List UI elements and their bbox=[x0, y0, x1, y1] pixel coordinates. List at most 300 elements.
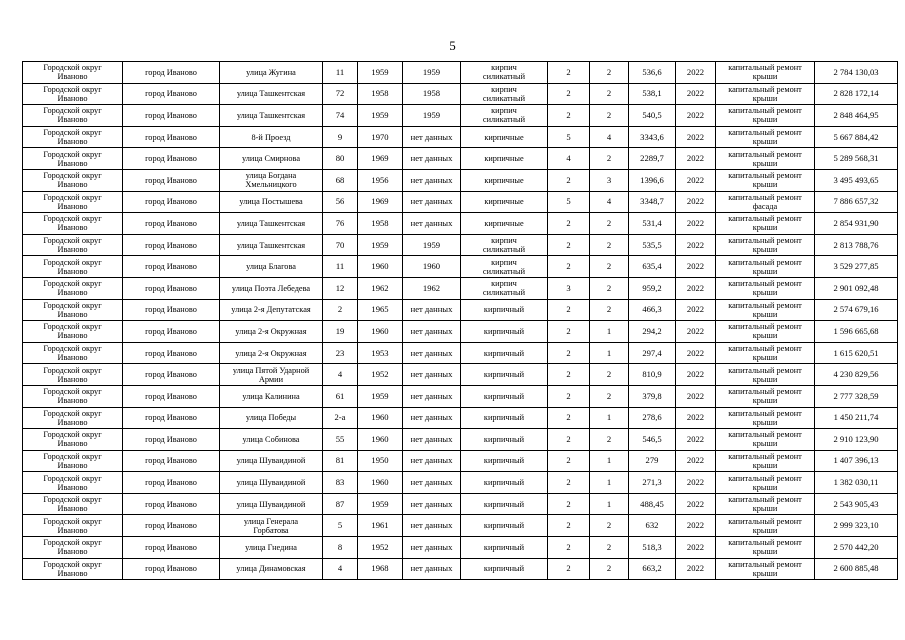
repair-year-cell: 2022 bbox=[676, 321, 716, 343]
entrances-cell: 2 bbox=[590, 537, 629, 559]
wall-material-cell: кирпичный bbox=[461, 321, 548, 343]
settlement-cell: город Иваново bbox=[123, 429, 220, 451]
settlement-cell: город Иваново bbox=[123, 385, 220, 407]
work-type-cell: капитальный ремонт крыши bbox=[716, 450, 815, 472]
cost-cell: 4 230 829,56 bbox=[815, 364, 898, 386]
wall-material-cell: кирпич силикатный bbox=[461, 277, 548, 299]
build-year-cell: 1960 bbox=[358, 256, 403, 278]
table-row bbox=[23, 277, 898, 299]
municipality-cell: Городской округ Иваново bbox=[23, 126, 123, 148]
build-year-cell: 1960 bbox=[358, 429, 403, 451]
repair-year-cell: 2022 bbox=[676, 105, 716, 127]
municipality-cell: Городской округ Иваново bbox=[23, 321, 123, 343]
table-row bbox=[23, 299, 898, 321]
commission-year-cell: нет данных bbox=[403, 213, 461, 235]
build-year-cell: 1965 bbox=[358, 299, 403, 321]
area-cell: 1396,6 bbox=[629, 169, 676, 191]
floors-cell: 2 bbox=[548, 450, 590, 472]
build-year-cell: 1960 bbox=[358, 407, 403, 429]
street-cell: улица 2-я Окружная bbox=[220, 342, 323, 364]
build-year-cell: 1969 bbox=[358, 191, 403, 213]
house-number-cell: 56 bbox=[323, 191, 358, 213]
table-row bbox=[23, 515, 898, 537]
municipality-cell: Городской округ Иваново bbox=[23, 472, 123, 494]
house-number-cell: 11 bbox=[323, 62, 358, 84]
settlement-cell: город Иваново bbox=[123, 558, 220, 580]
work-type-cell: капитальный ремонт фасада bbox=[716, 191, 815, 213]
commission-year-cell: 1959 bbox=[403, 234, 461, 256]
house-number-cell: 23 bbox=[323, 342, 358, 364]
cost-cell: 3 495 493,65 bbox=[815, 169, 898, 191]
floors-cell: 2 bbox=[548, 105, 590, 127]
repair-year-cell: 2022 bbox=[676, 277, 716, 299]
commission-year-cell: нет данных bbox=[403, 558, 461, 580]
commission-year-cell: нет данных bbox=[403, 537, 461, 559]
repair-year-cell: 2022 bbox=[676, 342, 716, 364]
entrances-cell: 3 bbox=[590, 169, 629, 191]
house-number-cell: 2 bbox=[323, 299, 358, 321]
area-cell: 278,6 bbox=[629, 407, 676, 429]
municipality-cell: Городской округ Иваново bbox=[23, 105, 123, 127]
build-year-cell: 1968 bbox=[358, 558, 403, 580]
commission-year-cell: нет данных bbox=[403, 191, 461, 213]
cost-cell: 7 886 657,32 bbox=[815, 191, 898, 213]
entrances-cell: 2 bbox=[590, 515, 629, 537]
entrances-cell: 2 bbox=[590, 105, 629, 127]
house-number-cell: 72 bbox=[323, 83, 358, 105]
municipality-cell: Городской округ Иваново bbox=[23, 385, 123, 407]
floors-cell: 2 bbox=[548, 407, 590, 429]
commission-year-cell: нет данных bbox=[403, 148, 461, 170]
commission-year-cell: нет данных bbox=[403, 169, 461, 191]
entrances-cell: 2 bbox=[590, 256, 629, 278]
entrances-cell: 2 bbox=[590, 364, 629, 386]
street-cell: улица Победы bbox=[220, 407, 323, 429]
house-number-cell: 87 bbox=[323, 493, 358, 515]
house-number-cell: 19 bbox=[323, 321, 358, 343]
entrances-cell: 1 bbox=[590, 472, 629, 494]
settlement-cell: город Иваново bbox=[123, 126, 220, 148]
work-type-cell: капитальный ремонт крыши bbox=[716, 493, 815, 515]
floors-cell: 2 bbox=[548, 234, 590, 256]
commission-year-cell: нет данных bbox=[403, 472, 461, 494]
floors-cell: 2 bbox=[548, 364, 590, 386]
street-cell: улица Шуваидиной bbox=[220, 472, 323, 494]
house-number-cell: 68 bbox=[323, 169, 358, 191]
wall-material-cell: кирпич силикатный bbox=[461, 83, 548, 105]
work-type-cell: капитальный ремонт крыши bbox=[716, 364, 815, 386]
table-row bbox=[23, 256, 898, 278]
municipality-cell: Городской округ Иваново bbox=[23, 191, 123, 213]
table-body bbox=[23, 62, 898, 580]
settlement-cell: город Иваново bbox=[123, 493, 220, 515]
settlement-cell: город Иваново bbox=[123, 537, 220, 559]
commission-year-cell: нет данных bbox=[403, 450, 461, 472]
table-row bbox=[23, 62, 898, 84]
cost-cell: 2 910 123,90 bbox=[815, 429, 898, 451]
table-row bbox=[23, 105, 898, 127]
wall-material-cell: кирпич силикатный bbox=[461, 105, 548, 127]
build-year-cell: 1952 bbox=[358, 364, 403, 386]
wall-material-cell: кирпичный bbox=[461, 493, 548, 515]
commission-year-cell: 1959 bbox=[403, 105, 461, 127]
cost-cell: 2 854 931,90 bbox=[815, 213, 898, 235]
build-year-cell: 1953 bbox=[358, 342, 403, 364]
wall-material-cell: кирпичные bbox=[461, 169, 548, 191]
entrances-cell: 1 bbox=[590, 493, 629, 515]
build-year-cell: 1970 bbox=[358, 126, 403, 148]
table-row bbox=[23, 321, 898, 343]
work-type-cell: капитальный ремонт крыши bbox=[716, 62, 815, 84]
street-cell: улица Ташкентская bbox=[220, 105, 323, 127]
floors-cell: 2 bbox=[548, 83, 590, 105]
cost-cell: 2 828 172,14 bbox=[815, 83, 898, 105]
municipality-cell: Городской округ Иваново bbox=[23, 450, 123, 472]
table-row bbox=[23, 429, 898, 451]
work-type-cell: капитальный ремонт крыши bbox=[716, 83, 815, 105]
work-type-cell: капитальный ремонт крыши bbox=[716, 385, 815, 407]
build-year-cell: 1959 bbox=[358, 493, 403, 515]
street-cell: улица Смирнова bbox=[220, 148, 323, 170]
area-cell: 536,6 bbox=[629, 62, 676, 84]
repair-year-cell: 2022 bbox=[676, 126, 716, 148]
repair-year-cell: 2022 bbox=[676, 148, 716, 170]
floors-cell: 2 bbox=[548, 385, 590, 407]
repair-year-cell: 2022 bbox=[676, 256, 716, 278]
street-cell: улица 2-я Окружная bbox=[220, 321, 323, 343]
cost-cell: 1 596 665,68 bbox=[815, 321, 898, 343]
floors-cell: 2 bbox=[548, 321, 590, 343]
repair-year-cell: 2022 bbox=[676, 558, 716, 580]
floors-cell: 2 bbox=[548, 493, 590, 515]
house-number-cell: 61 bbox=[323, 385, 358, 407]
commission-year-cell: нет данных bbox=[403, 364, 461, 386]
municipality-cell: Городской округ Иваново bbox=[23, 83, 123, 105]
house-number-cell: 2-а bbox=[323, 407, 358, 429]
table-row bbox=[23, 83, 898, 105]
table-row bbox=[23, 169, 898, 191]
commission-year-cell: 1960 bbox=[403, 256, 461, 278]
area-cell: 546,5 bbox=[629, 429, 676, 451]
street-cell: улица Калинина bbox=[220, 385, 323, 407]
settlement-cell: город Иваново bbox=[123, 321, 220, 343]
municipality-cell: Городской округ Иваново bbox=[23, 169, 123, 191]
build-year-cell: 1959 bbox=[358, 105, 403, 127]
build-year-cell: 1956 bbox=[358, 169, 403, 191]
street-cell: улица Ташкентская bbox=[220, 83, 323, 105]
street-cell: улица Богдана Хмельницкого bbox=[220, 169, 323, 191]
cost-cell: 2 543 905,43 bbox=[815, 493, 898, 515]
entrances-cell: 1 bbox=[590, 407, 629, 429]
wall-material-cell: кирпич силикатный bbox=[461, 256, 548, 278]
settlement-cell: город Иваново bbox=[123, 105, 220, 127]
table-row bbox=[23, 493, 898, 515]
area-cell: 279 bbox=[629, 450, 676, 472]
repair-year-cell: 2022 bbox=[676, 450, 716, 472]
wall-material-cell: кирпичный bbox=[461, 537, 548, 559]
municipality-cell: Городской округ Иваново bbox=[23, 342, 123, 364]
cost-cell: 2 784 130,03 bbox=[815, 62, 898, 84]
area-cell: 632 bbox=[629, 515, 676, 537]
settlement-cell: город Иваново bbox=[123, 472, 220, 494]
settlement-cell: город Иваново bbox=[123, 148, 220, 170]
entrances-cell: 2 bbox=[590, 83, 629, 105]
entrances-cell: 4 bbox=[590, 191, 629, 213]
settlement-cell: город Иваново bbox=[123, 256, 220, 278]
repair-year-cell: 2022 bbox=[676, 213, 716, 235]
house-number-cell: 76 bbox=[323, 213, 358, 235]
work-type-cell: капитальный ремонт крыши bbox=[716, 148, 815, 170]
settlement-cell: город Иваново bbox=[123, 450, 220, 472]
house-number-cell: 8 bbox=[323, 537, 358, 559]
entrances-cell: 2 bbox=[590, 234, 629, 256]
floors-cell: 2 bbox=[548, 299, 590, 321]
settlement-cell: город Иваново bbox=[123, 62, 220, 84]
wall-material-cell: кирпичный bbox=[461, 558, 548, 580]
repair-year-cell: 2022 bbox=[676, 191, 716, 213]
build-year-cell: 1950 bbox=[358, 450, 403, 472]
table-row bbox=[23, 213, 898, 235]
entrances-cell: 4 bbox=[590, 126, 629, 148]
repair-year-cell: 2022 bbox=[676, 429, 716, 451]
repair-year-cell: 2022 bbox=[676, 364, 716, 386]
settlement-cell: город Иваново bbox=[123, 83, 220, 105]
area-cell: 959,2 bbox=[629, 277, 676, 299]
floors-cell: 5 bbox=[548, 191, 590, 213]
municipality-cell: Городской округ Иваново bbox=[23, 213, 123, 235]
floors-cell: 2 bbox=[548, 515, 590, 537]
house-number-cell: 4 bbox=[323, 558, 358, 580]
floors-cell: 2 bbox=[548, 213, 590, 235]
repair-year-cell: 2022 bbox=[676, 169, 716, 191]
build-year-cell: 1958 bbox=[358, 213, 403, 235]
settlement-cell: город Иваново bbox=[123, 169, 220, 191]
table-row bbox=[23, 472, 898, 494]
cost-cell: 5 667 884,42 bbox=[815, 126, 898, 148]
table-row bbox=[23, 234, 898, 256]
area-cell: 2289,7 bbox=[629, 148, 676, 170]
cost-cell: 1 382 030,11 bbox=[815, 472, 898, 494]
wall-material-cell: кирпичный bbox=[461, 299, 548, 321]
wall-material-cell: кирпич силикатный bbox=[461, 234, 548, 256]
area-cell: 466,3 bbox=[629, 299, 676, 321]
house-number-cell: 4 bbox=[323, 364, 358, 386]
table-row bbox=[23, 450, 898, 472]
entrances-cell: 2 bbox=[590, 429, 629, 451]
area-cell: 297,4 bbox=[629, 342, 676, 364]
municipality-cell: Городской округ Иваново bbox=[23, 429, 123, 451]
repair-year-cell: 2022 bbox=[676, 515, 716, 537]
table-row bbox=[23, 407, 898, 429]
table-row bbox=[23, 364, 898, 386]
area-cell: 3348,7 bbox=[629, 191, 676, 213]
table-row bbox=[23, 385, 898, 407]
area-cell: 379,8 bbox=[629, 385, 676, 407]
street-cell: 8-й Проезд bbox=[220, 126, 323, 148]
build-year-cell: 1958 bbox=[358, 83, 403, 105]
repair-year-cell: 2022 bbox=[676, 537, 716, 559]
repair-year-cell: 2022 bbox=[676, 62, 716, 84]
repair-year-cell: 2022 bbox=[676, 299, 716, 321]
street-cell: улица Благова bbox=[220, 256, 323, 278]
street-cell: улица Динамовская bbox=[220, 558, 323, 580]
area-cell: 538,1 bbox=[629, 83, 676, 105]
cost-cell: 2 999 323,10 bbox=[815, 515, 898, 537]
settlement-cell: город Иваново bbox=[123, 191, 220, 213]
floors-cell: 2 bbox=[548, 62, 590, 84]
cost-cell: 3 529 277,85 bbox=[815, 256, 898, 278]
house-number-cell: 5 bbox=[323, 515, 358, 537]
work-type-cell: капитальный ремонт крыши bbox=[716, 342, 815, 364]
commission-year-cell: нет данных bbox=[403, 493, 461, 515]
floors-cell: 2 bbox=[548, 342, 590, 364]
wall-material-cell: кирпичный bbox=[461, 472, 548, 494]
build-year-cell: 1959 bbox=[358, 385, 403, 407]
cost-cell: 2 574 679,16 bbox=[815, 299, 898, 321]
build-year-cell: 1959 bbox=[358, 234, 403, 256]
commission-year-cell: нет данных bbox=[403, 385, 461, 407]
work-type-cell: капитальный ремонт крыши bbox=[716, 321, 815, 343]
floors-cell: 2 bbox=[548, 429, 590, 451]
street-cell: улица Гнедина bbox=[220, 537, 323, 559]
cost-cell: 1 407 396,13 bbox=[815, 450, 898, 472]
house-number-cell: 11 bbox=[323, 256, 358, 278]
wall-material-cell: кирпичный bbox=[461, 450, 548, 472]
commission-year-cell: нет данных bbox=[403, 429, 461, 451]
entrances-cell: 2 bbox=[590, 299, 629, 321]
repair-year-cell: 2022 bbox=[676, 472, 716, 494]
municipality-cell: Городской округ Иваново bbox=[23, 364, 123, 386]
build-year-cell: 1969 bbox=[358, 148, 403, 170]
area-cell: 518,3 bbox=[629, 537, 676, 559]
page-number: 5 bbox=[449, 38, 456, 53]
house-number-cell: 81 bbox=[323, 450, 358, 472]
commission-year-cell: 1962 bbox=[403, 277, 461, 299]
cost-cell: 2 600 885,48 bbox=[815, 558, 898, 580]
settlement-cell: город Иваново bbox=[123, 407, 220, 429]
entrances-cell: 1 bbox=[590, 342, 629, 364]
table-row bbox=[23, 126, 898, 148]
entrances-cell: 2 bbox=[590, 385, 629, 407]
wall-material-cell: кирпичный bbox=[461, 385, 548, 407]
municipality-cell: Городской округ Иваново bbox=[23, 277, 123, 299]
street-cell: улица 2-я Депутатская bbox=[220, 299, 323, 321]
municipality-cell: Городской округ Иваново bbox=[23, 515, 123, 537]
work-type-cell: капитальный ремонт крыши bbox=[716, 256, 815, 278]
municipality-cell: Городской округ Иваново bbox=[23, 537, 123, 559]
municipality-cell: Городской округ Иваново bbox=[23, 256, 123, 278]
entrances-cell: 1 bbox=[590, 450, 629, 472]
cost-cell: 2 848 464,95 bbox=[815, 105, 898, 127]
area-cell: 540,5 bbox=[629, 105, 676, 127]
repair-year-cell: 2022 bbox=[676, 407, 716, 429]
entrances-cell: 2 bbox=[590, 558, 629, 580]
commission-year-cell: 1959 bbox=[403, 62, 461, 84]
work-type-cell: капитальный ремонт крыши bbox=[716, 126, 815, 148]
work-type-cell: капитальный ремонт крыши bbox=[716, 558, 815, 580]
floors-cell: 2 bbox=[548, 256, 590, 278]
municipality-cell: Городской округ Иваново bbox=[23, 558, 123, 580]
street-cell: улица Собинова bbox=[220, 429, 323, 451]
municipality-cell: Городской округ Иваново bbox=[23, 493, 123, 515]
house-number-cell: 83 bbox=[323, 472, 358, 494]
commission-year-cell: нет данных bbox=[403, 321, 461, 343]
table-row bbox=[23, 558, 898, 580]
entrances-cell: 2 bbox=[590, 213, 629, 235]
house-number-cell: 9 bbox=[323, 126, 358, 148]
floors-cell: 2 bbox=[548, 472, 590, 494]
house-number-cell: 80 bbox=[323, 148, 358, 170]
wall-material-cell: кирпичный bbox=[461, 515, 548, 537]
repair-year-cell: 2022 bbox=[676, 493, 716, 515]
build-year-cell: 1952 bbox=[358, 537, 403, 559]
street-cell: улица Шуваидиной bbox=[220, 450, 323, 472]
repair-year-cell: 2022 bbox=[676, 234, 716, 256]
commission-year-cell: нет данных bbox=[403, 299, 461, 321]
area-cell: 635,4 bbox=[629, 256, 676, 278]
commission-year-cell: нет данных bbox=[403, 515, 461, 537]
work-type-cell: капитальный ремонт крыши bbox=[716, 213, 815, 235]
commission-year-cell: нет данных bbox=[403, 126, 461, 148]
house-number-cell: 74 bbox=[323, 105, 358, 127]
wall-material-cell: кирпичные bbox=[461, 191, 548, 213]
settlement-cell: город Иваново bbox=[123, 515, 220, 537]
cost-cell: 2 813 788,76 bbox=[815, 234, 898, 256]
area-cell: 271,3 bbox=[629, 472, 676, 494]
build-year-cell: 1960 bbox=[358, 472, 403, 494]
wall-material-cell: кирпичные bbox=[461, 213, 548, 235]
municipality-cell: Городской округ Иваново bbox=[23, 62, 123, 84]
commission-year-cell: нет данных bbox=[403, 407, 461, 429]
build-year-cell: 1962 bbox=[358, 277, 403, 299]
settlement-cell: город Иваново bbox=[123, 342, 220, 364]
area-cell: 810,9 bbox=[629, 364, 676, 386]
area-cell: 488,45 bbox=[629, 493, 676, 515]
build-year-cell: 1959 bbox=[358, 62, 403, 84]
street-cell: улица Постышева bbox=[220, 191, 323, 213]
wall-material-cell: кирпичный bbox=[461, 342, 548, 364]
area-cell: 535,5 bbox=[629, 234, 676, 256]
work-type-cell: капитальный ремонт крыши bbox=[716, 234, 815, 256]
settlement-cell: город Иваново bbox=[123, 213, 220, 235]
table-row bbox=[23, 342, 898, 364]
area-cell: 294,2 bbox=[629, 321, 676, 343]
street-cell: улица Ташкентская bbox=[220, 234, 323, 256]
floors-cell: 5 bbox=[548, 126, 590, 148]
street-cell: улица Жугина bbox=[220, 62, 323, 84]
work-type-cell: капитальный ремонт крыши bbox=[716, 169, 815, 191]
work-type-cell: капитальный ремонт крыши bbox=[716, 515, 815, 537]
work-type-cell: капитальный ремонт крыши bbox=[716, 537, 815, 559]
wall-material-cell: кирпичные bbox=[461, 148, 548, 170]
repair-year-cell: 2022 bbox=[676, 385, 716, 407]
house-number-cell: 55 bbox=[323, 429, 358, 451]
settlement-cell: город Иваново bbox=[123, 234, 220, 256]
wall-material-cell: кирпичные bbox=[461, 126, 548, 148]
work-type-cell: капитальный ремонт крыши bbox=[716, 472, 815, 494]
wall-material-cell: кирпич силикатный bbox=[461, 62, 548, 84]
table-row bbox=[23, 537, 898, 559]
municipality-cell: Городской округ Иваново bbox=[23, 299, 123, 321]
work-type-cell: капитальный ремонт крыши bbox=[716, 429, 815, 451]
repair-year-cell: 2022 bbox=[676, 83, 716, 105]
table-row bbox=[23, 191, 898, 213]
settlement-cell: город Иваново bbox=[123, 364, 220, 386]
floors-cell: 2 bbox=[548, 558, 590, 580]
house-number-cell: 70 bbox=[323, 234, 358, 256]
street-cell: улица Поэта Лебедева bbox=[220, 277, 323, 299]
house-number-cell: 12 bbox=[323, 277, 358, 299]
